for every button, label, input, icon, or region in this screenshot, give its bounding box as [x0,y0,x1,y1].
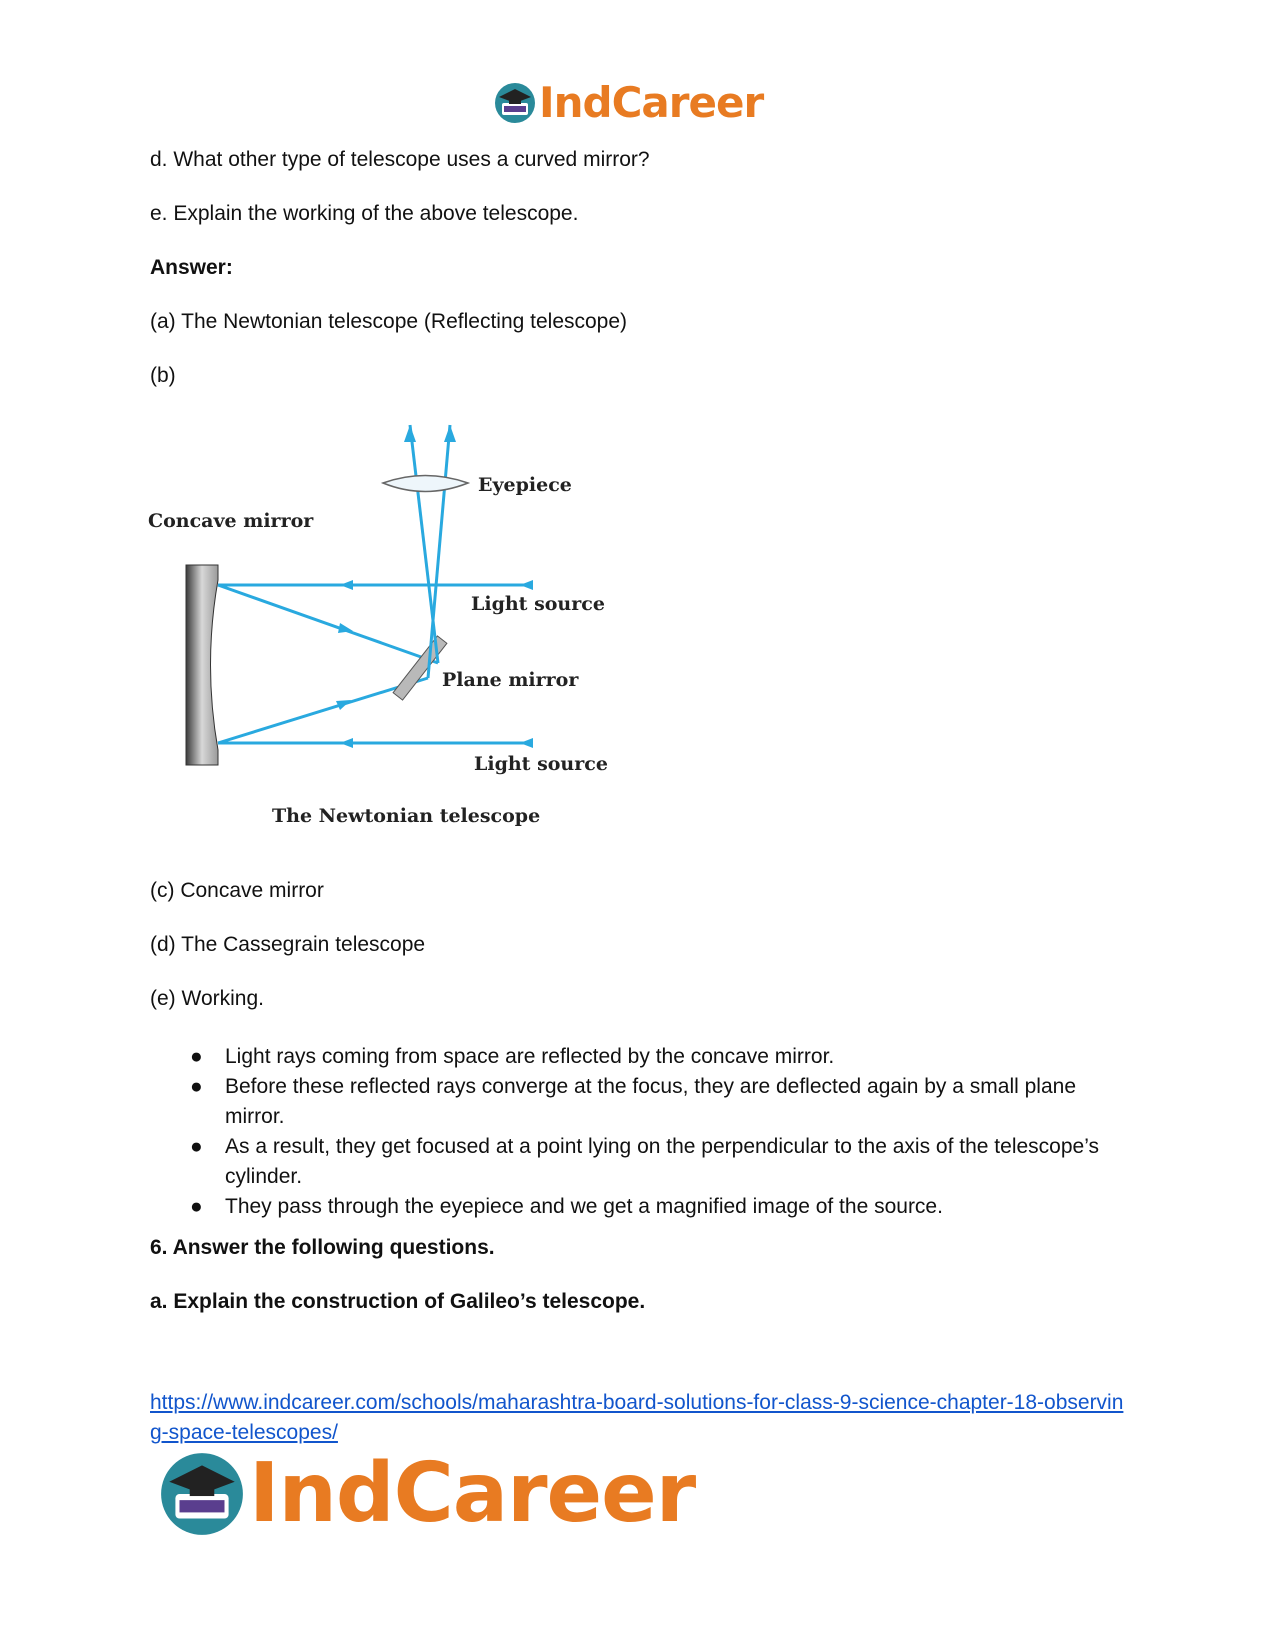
label-eyepiece: Eyepiece [478,474,572,496]
label-plane-mirror: Plane mirror [442,669,579,691]
plane-mirror-shape [393,636,447,700]
list-item: ● Before these reflected rays converge at the focus, they are deflected again by a small plane mirror. [150,1072,1110,1132]
answer-d: (d) The Cassegrain telescope [150,933,426,956]
answer-b: (b) [150,364,176,387]
question-d: d. What other type of telescope uses a curved mirror? [150,148,650,171]
bullet-icon: ● [190,1075,203,1098]
graduation-cap-book-icon [157,1449,247,1539]
diagram-caption: The Newtonian telescope [272,805,541,827]
header-logo [493,78,763,127]
concave-mirror-shape [186,565,218,765]
label-light-source-bottom: Light source [474,753,608,775]
eyepiece-lens [383,476,468,492]
bullet-icon: ● [190,1195,203,1218]
bullet-icon: ● [190,1045,203,1068]
footer-logo [157,1446,695,1541]
answer-e: (e) Working. [150,987,264,1010]
list-item: ● Light rays coming from space are reflected by the concave mirror. [150,1042,1110,1072]
answer-c: (c) Concave mirror [150,879,324,902]
list-item: ● They pass through the eyepiece and we get a magnified image of the source. [150,1192,1110,1222]
graduation-cap-book-icon [493,81,537,125]
label-concave-mirror: Concave mirror [148,510,314,532]
answer-a: (a) The Newtonian telescope (Reflecting telescope) [150,310,628,333]
label-light-source-top: Light source [471,593,605,615]
answer-heading: Answer: [150,256,233,279]
bullet-icon: ● [190,1135,203,1158]
question-e: e. Explain the working of the above telescope. [150,202,579,225]
header-logo-text: IndCareer [539,78,764,127]
newtonian-telescope-diagram [148,420,618,840]
reflected-ray-top [218,585,438,663]
section6-question-a: a. Explain the construction of Galileo’s telescope. [150,1290,646,1313]
working-points-list [150,1042,1110,1222]
list-item: ● As a result, they get focused at a point lying on the perpendicular to the axis of the telescope’s cylinder. [150,1132,1110,1192]
section6-heading: 6. Answer the following questions. [150,1236,495,1259]
footer-logo-text: IndCareer [249,1446,696,1541]
footer-source-link[interactable]: https://www.indcareer.com/schools/maharashtra-board-solutions-for-class-9-science-chapter-18-observing-space-telescopes/ [150,1391,1124,1444]
